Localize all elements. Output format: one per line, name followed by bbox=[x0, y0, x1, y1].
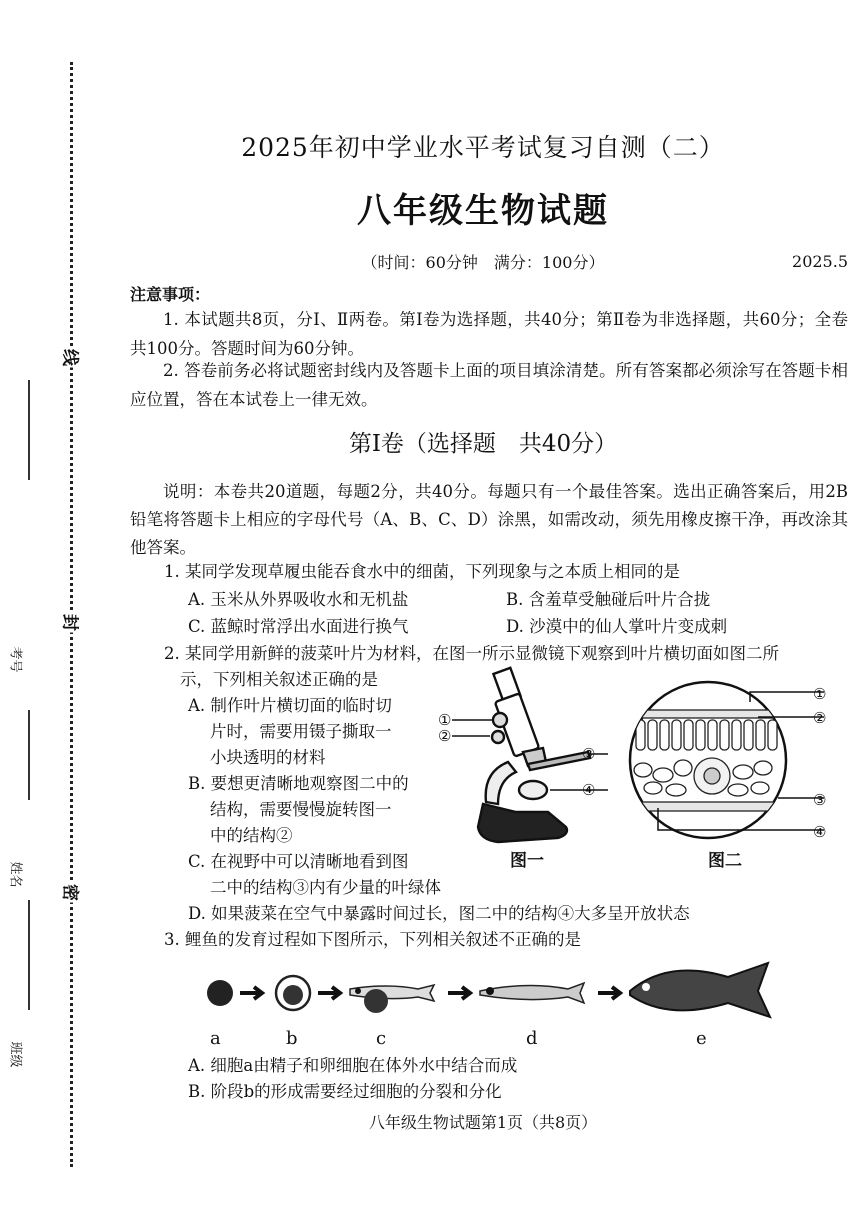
base-icon bbox=[478, 804, 567, 842]
exam-date: 2025.5 bbox=[792, 252, 848, 271]
page-footer: 八年级生物试题第1页（共8页） bbox=[368, 1113, 598, 1132]
id-field-line bbox=[28, 380, 30, 480]
fig1-mark-4: ④ bbox=[582, 781, 596, 799]
q2-stem-line1: 2. 某同学用新鲜的菠菜叶片为材料，在图一所示显微镜下观察到叶片横切面如图二所 bbox=[164, 644, 779, 663]
q1-option-d: D. 沙漠中的仙人掌叶片变成刺 bbox=[506, 617, 728, 636]
section-explanation: 说明：本卷共20道题，每题2分，共40分。每题只有一个最佳答案。选出正确答案后，用2B铅笔将答题卡上相应的字母代号（A、B、C、D）涂黑，如需改动，须先用橡皮擦干净，再改涂其他答案。 bbox=[130, 482, 848, 557]
section-title: 第Ⅰ卷（选择题 共40分） bbox=[348, 431, 618, 457]
q3-stem: 3. 鲤鱼的发育过程如下图所示，下列相关叙述不正确的是 bbox=[164, 930, 581, 949]
microscope-arm-icon bbox=[486, 762, 516, 804]
fertilized-egg-icon bbox=[207, 980, 233, 1006]
name-field-line bbox=[28, 710, 30, 800]
mirror-icon bbox=[519, 781, 547, 799]
fig2-mark-1: ① bbox=[813, 685, 827, 703]
margin-word-secret: 密 bbox=[60, 883, 85, 903]
q1-stem: 1. 某同学发现草履虫能吞食水中的细菌，下列现象与之本质上相同的是 bbox=[164, 562, 680, 581]
id-label: 考号 bbox=[7, 646, 23, 673]
stage-label-a: a bbox=[210, 1028, 221, 1049]
fig1-mark-2: ② bbox=[438, 727, 452, 745]
fig2-mark-4: ④ bbox=[813, 823, 827, 841]
q2-option-c-line2: 二中的结构③内有少量的叶绿体 bbox=[210, 878, 441, 897]
q2-stem-line2: 示，下列相关叙述正确的是 bbox=[180, 670, 378, 689]
q2-option-b-line3: 中的结构② bbox=[210, 826, 293, 845]
notes-item-2: 2. 答卷前务必将试题密封线内及答题卡上面的项目填涂清楚。所有答案都必须涂写在答题卡相应位置，答在本试卷上一律无效。 bbox=[130, 361, 848, 409]
class-field-line bbox=[28, 900, 30, 1010]
margin-word-line: 线 bbox=[60, 348, 85, 368]
q2-option-b-line2: 结构，需要慢慢旋转图一 bbox=[210, 800, 392, 819]
class-label: 班级 bbox=[7, 1041, 23, 1068]
stage-label-d: d bbox=[526, 1028, 538, 1049]
time-info: （时间：60分钟 满分：100分） bbox=[361, 253, 605, 272]
notes-heading: 注意事项： bbox=[130, 285, 211, 304]
main-title: 八年级生物试题 bbox=[357, 191, 609, 231]
q3-option-a: A. 细胞a由精子和卵细胞在体外水中结合而成 bbox=[188, 1056, 518, 1075]
stage-label-b: b bbox=[286, 1028, 298, 1049]
q2-option-d: D. 如果菠菜在空气中暴露时间过长，图二中的结构④大多呈开放状态 bbox=[188, 904, 690, 923]
carp-development-figure bbox=[198, 955, 778, 1025]
adult-carp-icon bbox=[630, 963, 770, 1017]
margin-word-seal: 封 bbox=[60, 613, 85, 633]
q1-option-b: B. 含羞草受触碰后叶片合拢 bbox=[506, 590, 711, 609]
q2-option-a-line3: 小块透明的材料 bbox=[210, 748, 326, 767]
fry-icon bbox=[480, 983, 584, 1003]
stage-label-e: e bbox=[696, 1028, 707, 1049]
stage-label-c: c bbox=[376, 1028, 387, 1049]
exam-title: 2025年初中学业水平考试复习自测（二） bbox=[241, 133, 725, 162]
fig2-mark-3: ③ bbox=[813, 791, 827, 809]
notes-item-1: 1. 本试题共8页，分Ⅰ、Ⅱ两卷。第Ⅰ卷为选择题，共40分；第Ⅱ卷为非选择题，共60分；全卷共100分。答题时间为60分钟。 bbox=[130, 310, 848, 358]
fig2-label: 图二 bbox=[708, 851, 742, 871]
q2-option-b-line1: B. 要想更清晰地观察图二中的 bbox=[188, 774, 409, 793]
q2-option-a-line2: 片时，需要用镊子撕取一 bbox=[210, 722, 392, 741]
q1-option-c: C. 蓝鲸时常浮出水面进行换气 bbox=[188, 617, 409, 636]
larva-icon bbox=[350, 985, 434, 1001]
fig2-mark-2: ② bbox=[813, 709, 827, 727]
fig1-mark-1: ① bbox=[438, 711, 452, 729]
fig1-mark-3: ③ bbox=[582, 745, 596, 763]
q2-option-a-line1: A. 制作叶片横切面的临时切 bbox=[188, 696, 392, 715]
q2-option-c-line1: C. 在视野中可以清晰地看到图 bbox=[188, 852, 409, 871]
fig1-label: 图一 bbox=[510, 851, 544, 871]
q1-option-a: A. 玉米从外界吸收水和无机盐 bbox=[188, 590, 409, 609]
name-label: 姓名 bbox=[7, 861, 23, 888]
arrow-icon bbox=[240, 987, 262, 999]
q3-option-b: B. 阶段b的形成需要经过细胞的分裂和分化 bbox=[188, 1082, 502, 1101]
leaf-section-figure bbox=[628, 680, 828, 850]
binding-margin bbox=[0, 0, 110, 1228]
